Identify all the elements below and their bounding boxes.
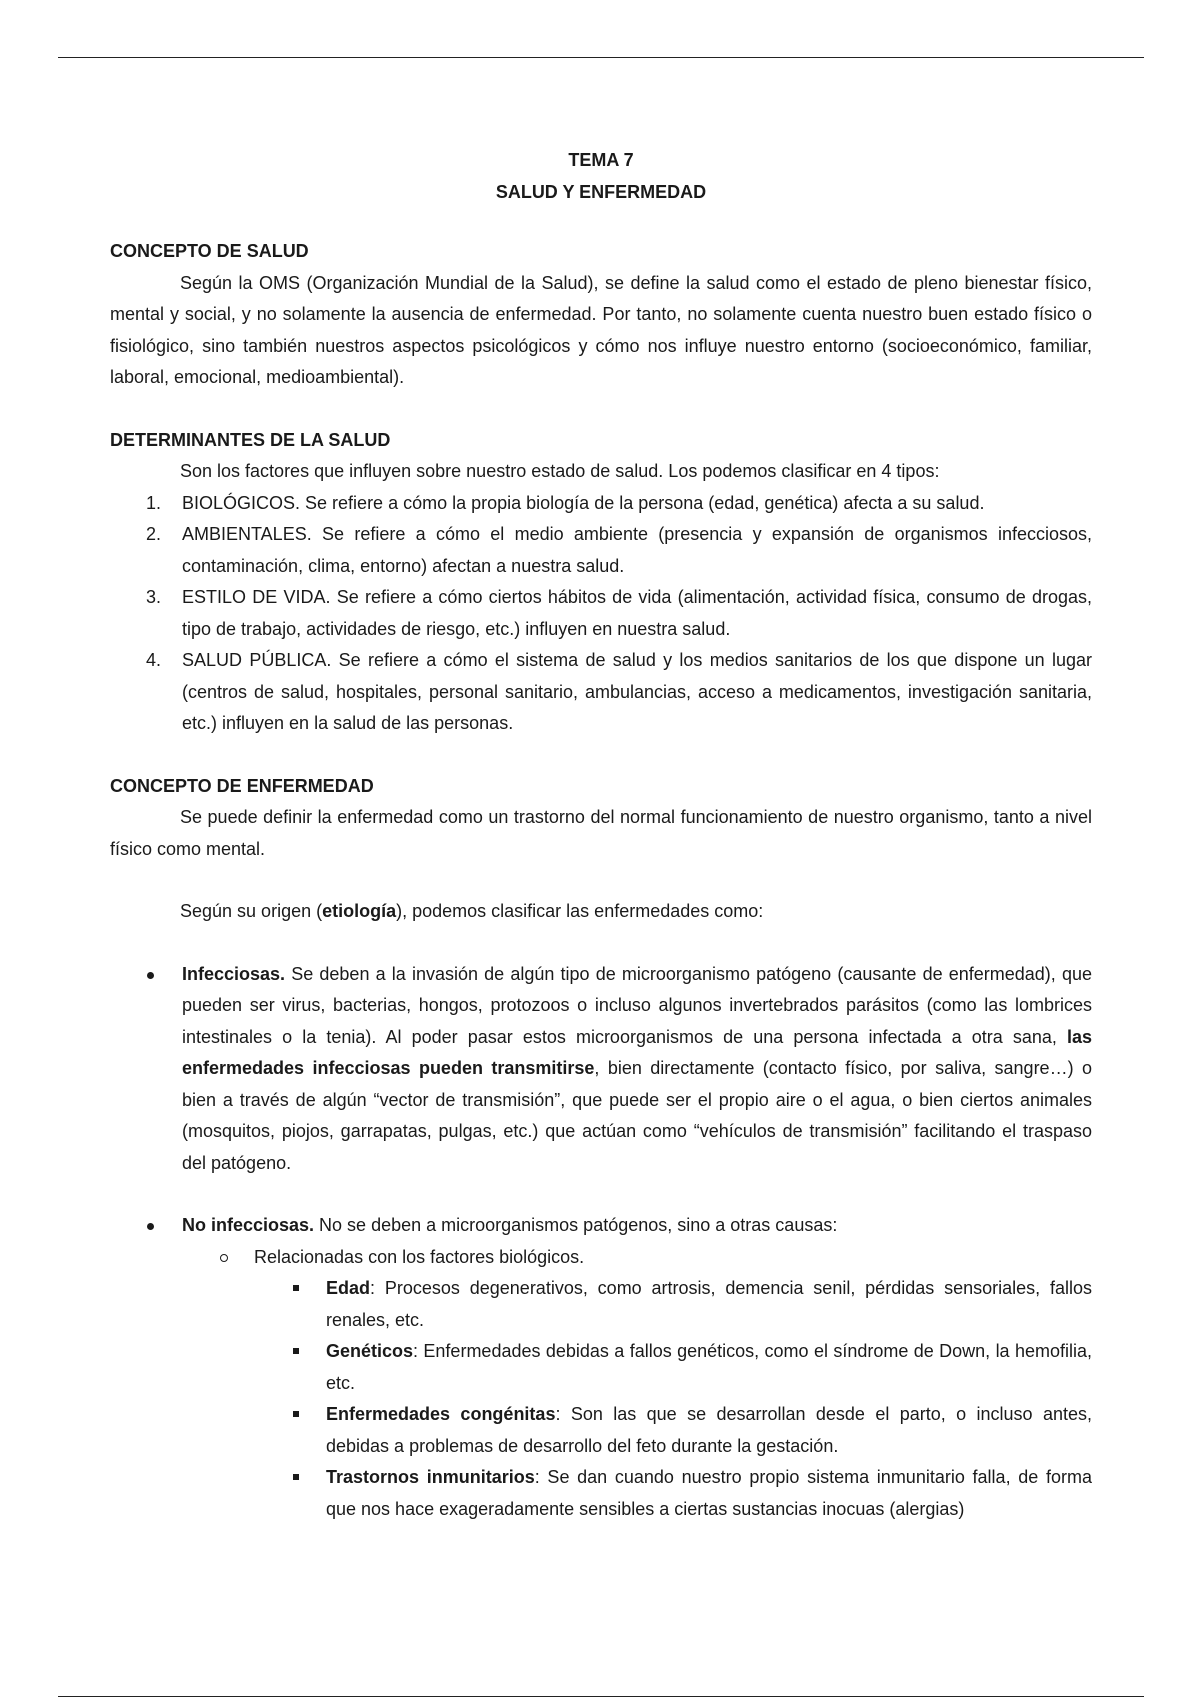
paragraph: Según la OMS (Organización Mundial de la Salud), se define la salud como el estado de pleno bienestar físico, mental y social, y no solamente la ausencia de enfermedad. Por tanto, no solamente cuenta nuestro buen estado físico o fisiológico, sino también nuestros aspectos psicológicos y cómo nos influye nuestro entorno (socioeconómico, familiar, laboral, emocional, medioambiental). (110, 272, 1092, 387)
list-item (110, 582, 1092, 645)
text-run: Se deben a la invasión de algún tipo de microorganismo patógeno (causante de enfermedad), que pueden ser virus, bacterias, hongos, protozoos o incluso algunos invertebrados parásitos (como las lombrices intestinales o la tenia). Al poder pasar estos microorganismos de una persona infectada a otra sana, (182, 963, 1092, 1047)
header-rule (58, 57, 1144, 58)
document-title: SALUD Y ENFERMEDAD (495, 181, 707, 202)
list-item (110, 519, 1092, 582)
sub-item-text: Relacionadas con los factores biológicos. (254, 1246, 585, 1267)
bullet-list (110, 959, 1092, 1180)
list-item-text: AMBIENTALES. Se refiere a cómo el medio ambiente (presencia y expansión de organismos infecciosos, contaminación, clima, entorno) afectan a nuestra salud. (182, 524, 1092, 576)
text-run: : Se dan cuando nuestro propio sistema inmunitario falla, de forma que nos hace exageradamente sensibles a ciertas sustancias inocuas (alergias) (326, 1467, 1092, 1519)
list-item-text: BIOLÓGICOS. Se refiere a cómo la propia biología de la persona (edad, genética) afecta a su salud. (182, 492, 985, 513)
paragraph: Son los factores que influyen sobre nuestro estado de salud. Los podemos clasificar en 4 tipos: (180, 461, 940, 481)
list-item (110, 645, 1092, 740)
list-number: 2. (146, 524, 162, 544)
list-item (110, 1273, 1092, 1336)
bold-term: Trastornos inmunitarios (326, 1467, 535, 1487)
document-page (110, 145, 1092, 1525)
bold-term: No infecciosas. (182, 1215, 315, 1235)
list-number: 4. (146, 650, 162, 670)
list-item-infecciosas (110, 959, 1092, 1180)
bullet-icon (147, 972, 154, 979)
section-concepto-salud (110, 236, 1092, 394)
sub-list-item (110, 1242, 1092, 1274)
sub-list (110, 1242, 1092, 1274)
bold-phrase: las enfermedades infecciosas pueden transmitirse (182, 1026, 1092, 1078)
list-number: 3. (146, 587, 162, 607)
section-determinantes (110, 425, 1092, 740)
square-bullet-icon (293, 1285, 299, 1291)
bullet-list (110, 1210, 1092, 1242)
bold-term: Enfermedades congénitas (326, 1404, 556, 1424)
list-item (110, 1336, 1092, 1399)
list-item (110, 488, 1092, 520)
text-run: , bien directamente (contacto físico, por saliva, sangre…) o bien a través de algún “vector de transmisión”, que puede ser el propio aire o el agua, o bien ciertos animales (mosquitos, piojos, garrapatas, pulgas, etc.) que actúan como “vehículos de transmisión” facilitando el traspaso del patógeno. (182, 1058, 1092, 1173)
list-item-text: ESTILO DE VIDA. Se refiere a cómo ciertos hábitos de vida (alimentación, actividad física, consumo de drogas, tipo de trabajo, actividades de riesgo, etc.) influyen en nuestra salud. (182, 587, 1092, 639)
square-bullet-icon (293, 1348, 299, 1354)
topic-number: TEMA 7 (568, 150, 634, 170)
text-run: : Procesos degenerativos, como artrosis, demencia senil, pérdidas sensoriales, fallos renales, etc. (326, 1278, 1092, 1330)
circle-bullet-icon (220, 1254, 228, 1262)
list-number: 1. (146, 492, 162, 513)
paragraph: Se puede definir la enfermedad como un trastorno del normal funcionamiento de nuestro organismo, tanto a nivel físico como mental. (110, 807, 1092, 859)
paragraph-origen (110, 896, 1092, 928)
list-item (110, 1462, 1092, 1525)
bold-term: Genéticos (326, 1341, 414, 1361)
square-bullet-icon (293, 1474, 299, 1480)
section-heading: DETERMINANTES DE LA SALUD (110, 429, 391, 450)
list-item-text: SALUD PÚBLICA. Se refiere a cómo el sistema de salud y los medios sanitarios de los que dispone un lugar (centros de salud, hospitales, personal sanitario, ambulancias, acceso a medicamentos, investigación sanitaria, etc.) influyen en la salud de las personas. (182, 650, 1092, 733)
list-item (110, 1399, 1092, 1462)
bold-term: Infecciosas. (182, 963, 286, 984)
bullet-icon (147, 1223, 154, 1230)
numbered-list (110, 488, 1092, 740)
list-item-no-infecciosas (110, 1210, 1092, 1242)
text-run: Según su origen ( (180, 901, 323, 921)
section-concepto-enfermedad (110, 771, 1092, 1526)
section-heading: CONCEPTO DE ENFERMEDAD (110, 775, 374, 796)
bold-term: etiología (322, 901, 397, 921)
bold-term: Edad (326, 1278, 371, 1298)
text-run: No se deben a microorganismos patógenos, sino a otras causas: (314, 1215, 838, 1235)
square-bullet-list (110, 1273, 1092, 1525)
text-run: ), podemos clasificar las enfermedades como: (396, 901, 764, 921)
section-heading: CONCEPTO DE SALUD (110, 241, 309, 261)
footer-rule (58, 1696, 1144, 1697)
square-bullet-icon (293, 1411, 299, 1417)
text-run: : Enfermedades debidas a fallos genéticos, como el síndrome de Down, la hemofilia, etc. (326, 1341, 1092, 1393)
text-run: : Son las que se desarrollan desde el parto, o incluso antes, debidas a problemas de desarrollo del feto durante la gestación. (326, 1404, 1092, 1456)
